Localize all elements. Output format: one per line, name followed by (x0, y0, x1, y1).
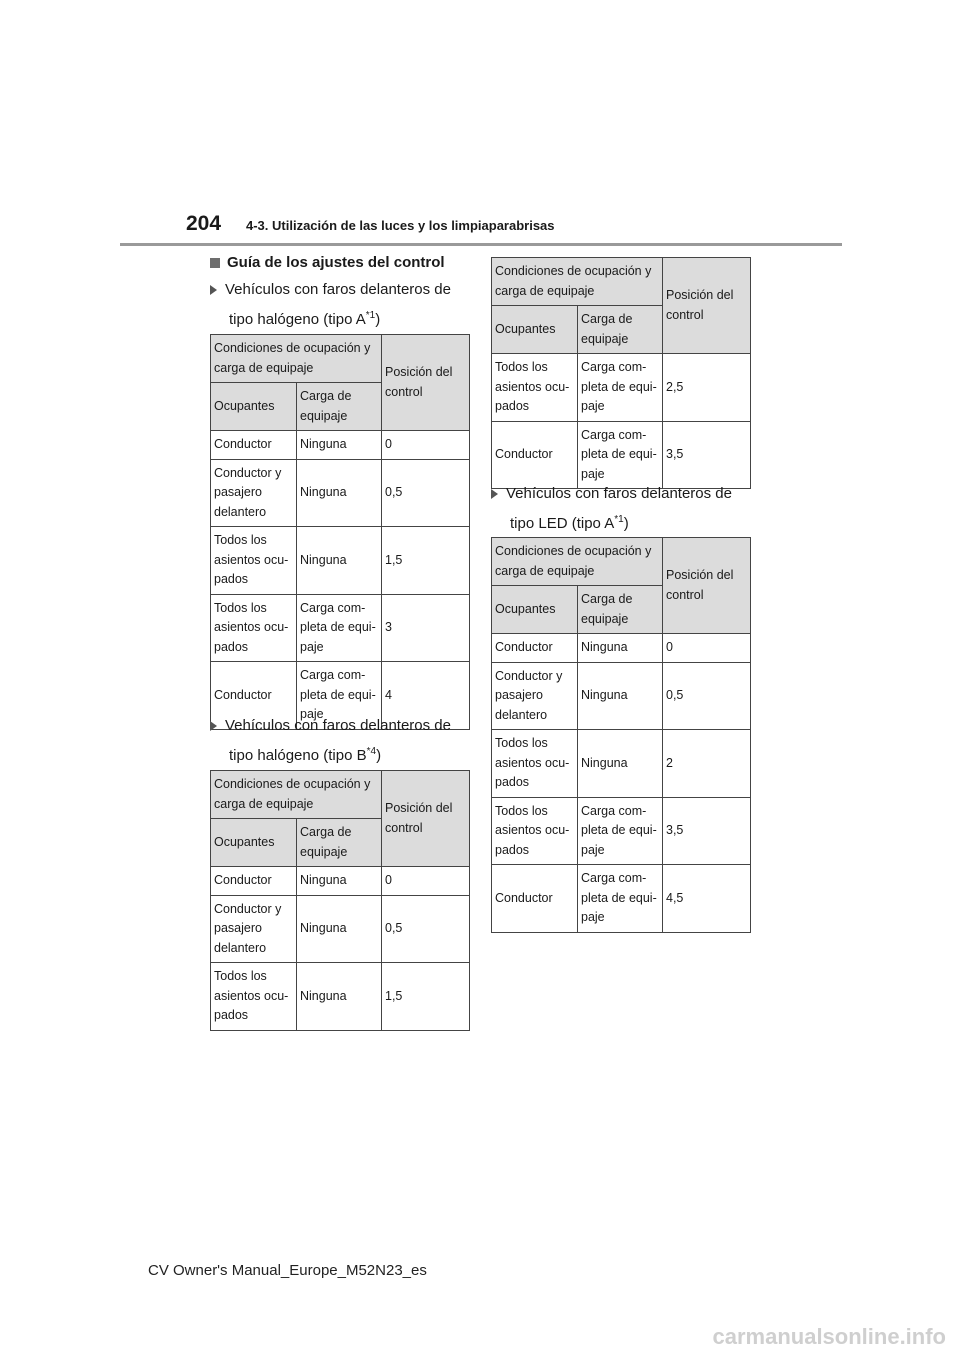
cell-load: Carga com-pleta de equi-paje (578, 797, 663, 865)
settings-table-led-a (491, 537, 751, 933)
cell-position: 0,5 (382, 895, 470, 963)
header-conditions: Condiciones de ocupación y carga de equipaje (492, 538, 663, 586)
table-row (211, 895, 470, 963)
header-occupants: Ocupantes (211, 383, 297, 431)
subheading-line1: Vehículos con faros delanteros de (506, 485, 732, 502)
table-row (492, 662, 751, 730)
subheading-line2: tipo LED (tipo A (510, 515, 615, 532)
table-header-row (492, 258, 751, 306)
header-load: Carga de equipaje (297, 383, 382, 431)
cell-occupants: Conductor (211, 431, 297, 460)
watermark: carmanualsonline.info (712, 1324, 946, 1349)
cell-load: Carga com-pleta de equi-paje (578, 354, 663, 422)
header-position: Posición del control (382, 335, 470, 431)
cell-position: 4 (382, 662, 470, 730)
table-row (211, 527, 470, 595)
cell-occupants: Todos los asientos ocu-pados (492, 797, 578, 865)
table-header-row (492, 538, 751, 586)
cell-load: Carga com-pleta de equi-paje (297, 594, 382, 662)
cell-load: Ninguna (297, 527, 382, 595)
footnote-ref: *1 (365, 310, 376, 321)
header-occupants: Ocupantes (492, 586, 578, 634)
cell-load: Ninguna (297, 963, 382, 1031)
cell-position: 2,5 (663, 354, 751, 422)
header-occupants: Ocupantes (492, 306, 578, 354)
table-row (211, 594, 470, 662)
footnote-ref: *1 (614, 514, 624, 525)
cell-position: 0 (382, 431, 470, 460)
cell-occupants: Todos los asientos ocu-pados (492, 354, 578, 422)
footnote-ref: *4 (366, 746, 377, 757)
triangle-bullet-icon (491, 489, 498, 499)
guide-heading (210, 254, 445, 271)
table-row (492, 354, 751, 422)
guide-heading-text: Guía de los ajustes del control (227, 254, 445, 271)
table-header-row (211, 771, 470, 819)
cell-load: Ninguna (297, 895, 382, 963)
header-conditions: Condiciones de ocupación y carga de equipaje (211, 771, 382, 819)
cell-load: Ninguna (578, 662, 663, 730)
cell-occupants: Todos los asientos ocu-pados (211, 527, 297, 595)
cell-position: 3,5 (663, 421, 751, 489)
header-position: Posición del control (663, 258, 751, 354)
paren-close: ) (375, 311, 381, 328)
page-number: 204 (186, 212, 222, 235)
header-load: Carga de equipaje (578, 586, 663, 634)
settings-table-halogen-a (210, 334, 470, 730)
section-title: 4-3. Utilización de las luces y los limpiaparabrisas (246, 218, 555, 233)
table-row (492, 865, 751, 933)
header-conditions: Condiciones de ocupación y carga de equipaje (492, 258, 663, 306)
cell-position: 0,5 (382, 459, 470, 527)
cell-occupants: Todos los asientos ocu-pados (211, 594, 297, 662)
cell-load: Ninguna (578, 634, 663, 663)
cell-position: 1,5 (382, 527, 470, 595)
cell-occupants: Conductor y pasajero delantero (211, 895, 297, 963)
table-row (492, 634, 751, 663)
footer-manual-id: CV Owner's Manual_Europe_M52N23_es (148, 1262, 427, 1279)
table-row (492, 797, 751, 865)
cell-occupants: Conductor (211, 867, 297, 896)
table-row (211, 459, 470, 527)
table-row (492, 421, 751, 489)
cell-position: 0 (382, 867, 470, 896)
cell-occupants: Conductor (492, 634, 578, 663)
table-header-row (211, 335, 470, 383)
cell-occupants: Todos los asientos ocu-pados (492, 730, 578, 798)
subheading-line2: tipo halógeno (tipo A (229, 311, 366, 328)
cell-load: Ninguna (297, 459, 382, 527)
subheading-line1: Vehículos con faros delanteros de (225, 717, 451, 734)
cell-occupants: Todos los asientos ocu-pados (211, 963, 297, 1031)
header-position: Posición del control (382, 771, 470, 867)
header-conditions: Condiciones de ocupación y carga de equipaje (211, 335, 382, 383)
cell-position: 2 (663, 730, 751, 798)
cell-position: 4,5 (663, 865, 751, 933)
cell-occupants: Conductor (492, 421, 578, 489)
cell-occupants: Conductor y pasajero delantero (211, 459, 297, 527)
square-bullet-icon (210, 258, 220, 268)
cell-load: Ninguna (297, 431, 382, 460)
cell-position: 3 (382, 594, 470, 662)
cell-occupants: Conductor (492, 865, 578, 933)
cell-load: Carga com-pleta de equi-paje (578, 865, 663, 933)
cell-occupants: Conductor (211, 662, 297, 730)
cell-occupants: Conductor y pasajero delantero (492, 662, 578, 730)
cell-load: Carga com-pleta de equi-paje (578, 421, 663, 489)
header-load: Carga de equipaje (297, 819, 382, 867)
subheading-line2: tipo halógeno (tipo B (229, 747, 367, 764)
header-position: Posición del control (663, 538, 751, 634)
triangle-bullet-icon (210, 721, 217, 731)
header-divider (120, 243, 842, 246)
settings-table-halogen-b-continued (491, 257, 751, 489)
paren-close: ) (376, 747, 382, 764)
subheading-led-a (491, 481, 732, 537)
cell-position: 0 (663, 634, 751, 663)
cell-load: Ninguna (578, 730, 663, 798)
table-row (211, 963, 470, 1031)
subheading-line1: Vehículos con faros delanteros de (225, 281, 451, 298)
triangle-bullet-icon (210, 285, 217, 295)
header-occupants: Ocupantes (211, 819, 297, 867)
subheading-halogen-b (210, 713, 451, 769)
paren-close: ) (623, 515, 629, 532)
settings-table-halogen-b (210, 770, 470, 1031)
table-row (492, 730, 751, 798)
header-load: Carga de equipaje (578, 306, 663, 354)
table-row (211, 867, 470, 896)
cell-position: 3,5 (663, 797, 751, 865)
cell-position: 0,5 (663, 662, 751, 730)
subheading-halogen-a (210, 277, 451, 333)
cell-load: Carga com-pleta de equi-paje (297, 662, 382, 730)
cell-position: 1,5 (382, 963, 470, 1031)
table-row (211, 431, 470, 460)
cell-load: Ninguna (297, 867, 382, 896)
